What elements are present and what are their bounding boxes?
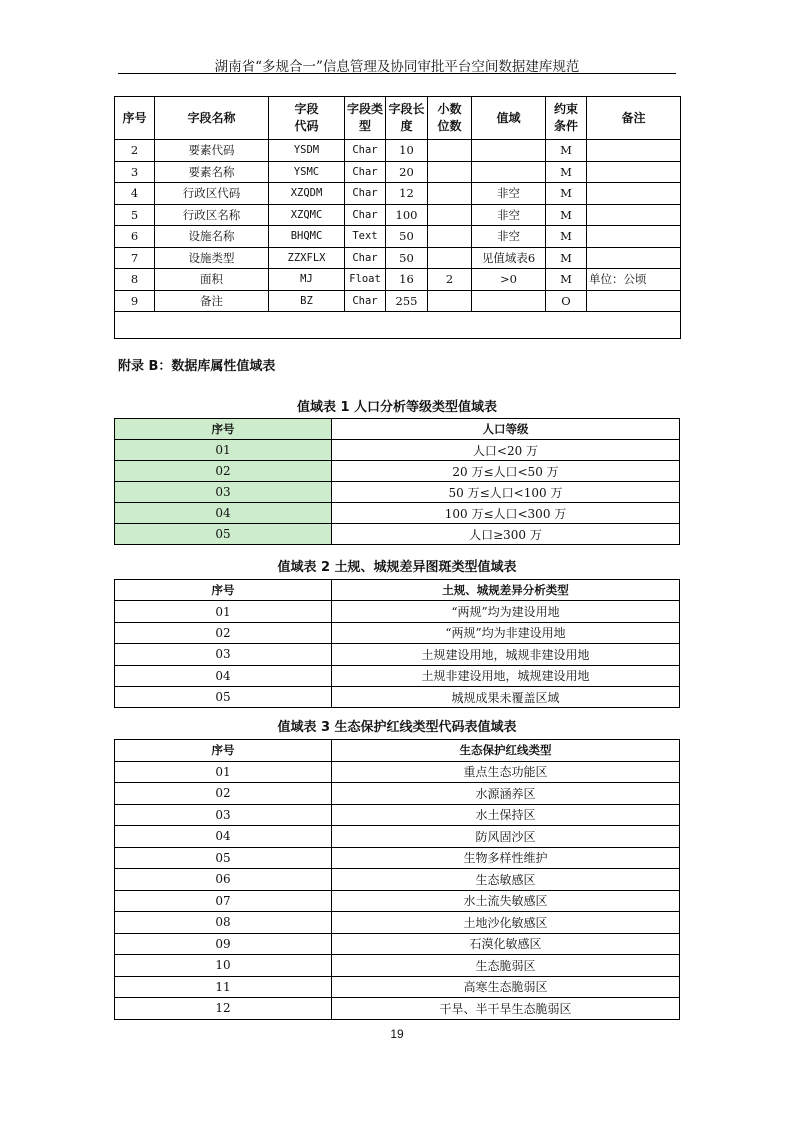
table-cell: 255 xyxy=(386,290,428,312)
table-cell: 水源涵养区 xyxy=(332,783,680,805)
table-cell: 04 xyxy=(115,826,332,848)
table-cell: 7 xyxy=(115,247,155,269)
header-cell-text: 字段类 型 xyxy=(346,102,383,133)
table-cell: 05 xyxy=(115,524,332,545)
header-cell-text: 小数 位数 xyxy=(437,102,462,133)
table-cell: 100 万≤人口<300 万 xyxy=(332,503,680,524)
table-cell: 水土流失敏感区 xyxy=(332,890,680,912)
table-cell: XZQMC xyxy=(269,204,345,226)
table-cell: 07 xyxy=(115,890,332,912)
value-table-1 xyxy=(114,418,680,545)
table-row xyxy=(115,461,680,482)
table-cell: 02 xyxy=(115,622,332,643)
table-cell: 01 xyxy=(115,440,332,461)
table-cell: 04 xyxy=(115,503,332,524)
table-cell xyxy=(587,183,681,205)
table-cell: XZQDM xyxy=(269,183,345,205)
table-cell: 设施名称 xyxy=(155,226,269,248)
table-cell: 要素代码 xyxy=(155,140,269,162)
table-cell: M xyxy=(546,226,587,248)
table-cell xyxy=(587,247,681,269)
header-cell: 生态保护红线类型 xyxy=(332,740,680,762)
table-cell: 土地沙化敏感区 xyxy=(332,912,680,934)
table-cell: 见值域表6 xyxy=(472,247,546,269)
table-cell xyxy=(115,312,681,339)
table-row xyxy=(115,290,681,312)
table-cell: 2 xyxy=(115,140,155,162)
header-cell: 值域 xyxy=(472,97,546,140)
table-cell: 人口≥300 万 xyxy=(332,524,680,545)
table-row xyxy=(115,686,680,707)
table-cell: >0 xyxy=(472,269,546,291)
table-row xyxy=(115,976,680,998)
header-rule xyxy=(118,73,676,74)
header-cell: 序号 xyxy=(115,97,155,140)
table-cell: MJ xyxy=(269,269,345,291)
table-cell: 01 xyxy=(115,601,332,622)
table-row xyxy=(115,247,681,269)
table-cell: 城规成果未覆盖区域 xyxy=(332,686,680,707)
table-cell: 12 xyxy=(386,183,428,205)
table-cell: 5 xyxy=(115,204,155,226)
table-cell: 11 xyxy=(115,976,332,998)
table-cell: 土规非建设用地，城规建设用地 xyxy=(332,665,680,686)
header-cell: 序号 xyxy=(115,740,332,762)
table-cell xyxy=(587,226,681,248)
table-cell: 16 xyxy=(386,269,428,291)
table-cell xyxy=(472,140,546,162)
table-cell: 非空 xyxy=(472,204,546,226)
table-cell: 12 xyxy=(115,998,332,1020)
table-cell: 高寒生态脆弱区 xyxy=(332,976,680,998)
table-cell: M xyxy=(546,140,587,162)
table-cell: M xyxy=(546,204,587,226)
table-row xyxy=(115,644,680,665)
table-cell xyxy=(428,140,472,162)
table-row xyxy=(115,204,681,226)
table-cell: Char xyxy=(345,140,386,162)
table-cell: ZZXFLX xyxy=(269,247,345,269)
header-cell: 字段名称 xyxy=(155,97,269,140)
table-cell xyxy=(587,161,681,183)
table-cell: 生态敏感区 xyxy=(332,869,680,891)
table-cell: Char xyxy=(345,247,386,269)
table-row xyxy=(115,890,680,912)
table-cell: 02 xyxy=(115,461,332,482)
table-row-empty xyxy=(115,312,681,339)
table-cell: 水土保持区 xyxy=(332,804,680,826)
table-cell: 50 万≤人口<100 万 xyxy=(332,482,680,503)
table-cell: 要素名称 xyxy=(155,161,269,183)
table-cell: 03 xyxy=(115,644,332,665)
header-cell: 人口等级 xyxy=(332,419,680,440)
header-cell xyxy=(546,97,587,140)
table-row xyxy=(115,847,680,869)
table-cell: 06 xyxy=(115,869,332,891)
table-cell: 石漠化敏感区 xyxy=(332,933,680,955)
table-cell: 重点生态功能区 xyxy=(332,761,680,783)
table-cell: Char xyxy=(345,183,386,205)
table-row xyxy=(115,503,680,524)
table-cell: 生态脆弱区 xyxy=(332,955,680,977)
table-cell: 设施类型 xyxy=(155,247,269,269)
page-header: 湖南省“多规合一”信息管理及协同审批平台空间数据建库规范 xyxy=(214,59,580,75)
table-cell: 8 xyxy=(115,269,155,291)
table-cell: M xyxy=(546,161,587,183)
page-number: 19 xyxy=(390,1027,404,1041)
table-row xyxy=(115,440,680,461)
table-cell: 09 xyxy=(115,933,332,955)
table-cell: 03 xyxy=(115,804,332,826)
table-cell: YSDM xyxy=(269,140,345,162)
table-row xyxy=(115,482,680,503)
table-cell: Float xyxy=(345,269,386,291)
value-table-2 xyxy=(114,579,680,708)
table-cell: 土规建设用地，城规非建设用地 xyxy=(332,644,680,665)
table-cell: Text xyxy=(345,226,386,248)
table-row xyxy=(115,955,680,977)
table-cell: 4 xyxy=(115,183,155,205)
header-cell: 土规、城规差异分析类型 xyxy=(332,580,680,601)
table-cell: 面积 xyxy=(155,269,269,291)
table-cell: M xyxy=(546,183,587,205)
table-row xyxy=(115,933,680,955)
table-row xyxy=(115,269,681,291)
table-cell: 非空 xyxy=(472,183,546,205)
table-cell xyxy=(587,204,681,226)
appendix-title: 附录 B：数据库属性值域表 xyxy=(118,359,276,374)
table-cell: Char xyxy=(345,204,386,226)
table-cell xyxy=(587,140,681,162)
header-cell xyxy=(269,97,345,140)
table-cell xyxy=(428,247,472,269)
table-cell xyxy=(472,290,546,312)
table-cell: 10 xyxy=(386,140,428,162)
table-cell: 生物多样性维护 xyxy=(332,847,680,869)
table-cell: 04 xyxy=(115,665,332,686)
table-cell: 非空 xyxy=(472,226,546,248)
table-row xyxy=(115,804,680,826)
table-cell: 20 万≤人口<50 万 xyxy=(332,461,680,482)
table-cell: 防风固沙区 xyxy=(332,826,680,848)
table-cell: 50 xyxy=(386,226,428,248)
table-cell: 9 xyxy=(115,290,155,312)
table-cell: 03 xyxy=(115,482,332,503)
table-cell: 2 xyxy=(428,269,472,291)
table-cell xyxy=(428,161,472,183)
table-cell: YSMC xyxy=(269,161,345,183)
table-cell: 05 xyxy=(115,686,332,707)
table-cell: 3 xyxy=(115,161,155,183)
table-1-caption: 值域表 1 人口分析等级类型值域表 xyxy=(296,400,498,415)
table-row xyxy=(115,998,680,1020)
table-cell: 单位：公顷 xyxy=(587,269,681,291)
table-cell: 50 xyxy=(386,247,428,269)
header-cell xyxy=(386,97,428,140)
header-cell xyxy=(428,97,472,140)
table-cell: 05 xyxy=(115,847,332,869)
table-cell: 10 xyxy=(115,955,332,977)
table-cell: BHQMC xyxy=(269,226,345,248)
table-cell: O xyxy=(546,290,587,312)
table-row xyxy=(115,912,680,934)
table-cell: 02 xyxy=(115,783,332,805)
table-cell: M xyxy=(546,247,587,269)
table-cell: BZ xyxy=(269,290,345,312)
table-cell xyxy=(428,226,472,248)
table-row xyxy=(115,140,681,162)
table-cell: 08 xyxy=(115,912,332,934)
table-row xyxy=(115,226,681,248)
header-cell xyxy=(345,97,386,140)
table-row xyxy=(115,622,680,643)
table-row xyxy=(115,665,680,686)
table-cell: 行政区名称 xyxy=(155,204,269,226)
table-cell: 备注 xyxy=(155,290,269,312)
table-row xyxy=(115,826,680,848)
table-cell xyxy=(587,290,681,312)
table-cell: Char xyxy=(345,161,386,183)
table-cell: Char xyxy=(345,290,386,312)
table-row xyxy=(115,761,680,783)
table-cell: “两规”均为建设用地 xyxy=(332,601,680,622)
table-cell: M xyxy=(546,269,587,291)
header-cell-text: 约束 条件 xyxy=(553,102,578,133)
table-3-caption: 值域表 3 生态保护红线类型代码表值域表 xyxy=(277,720,517,735)
table-cell xyxy=(472,161,546,183)
table-row xyxy=(115,783,680,805)
table-cell: 6 xyxy=(115,226,155,248)
table-row xyxy=(115,601,680,622)
table-row xyxy=(115,161,681,183)
table-cell xyxy=(428,204,472,226)
header-cell: 序号 xyxy=(115,580,332,601)
table-cell: 人口<20 万 xyxy=(332,440,680,461)
table-2-caption: 值域表 2 土规、城规差异图斑类型值域表 xyxy=(277,560,517,575)
field-table-header xyxy=(115,97,681,140)
header-cell: 序号 xyxy=(115,419,332,440)
table-cell: 20 xyxy=(386,161,428,183)
field-table xyxy=(114,96,681,339)
table-cell xyxy=(428,183,472,205)
header-cell: 备注 xyxy=(587,97,681,140)
table-cell: 行政区代码 xyxy=(155,183,269,205)
value-table-3 xyxy=(114,739,680,1020)
table-row xyxy=(115,524,680,545)
header-cell-text: 字段 代码 xyxy=(294,102,319,133)
table-cell: “两规”均为非建设用地 xyxy=(332,622,680,643)
table-row xyxy=(115,869,680,891)
table-row xyxy=(115,183,681,205)
header-cell-text: 字段长 度 xyxy=(388,102,425,133)
table-cell: 01 xyxy=(115,761,332,783)
table-cell: 干旱、半干旱生态脆弱区 xyxy=(332,998,680,1020)
table-cell xyxy=(428,290,472,312)
table-cell: 100 xyxy=(386,204,428,226)
